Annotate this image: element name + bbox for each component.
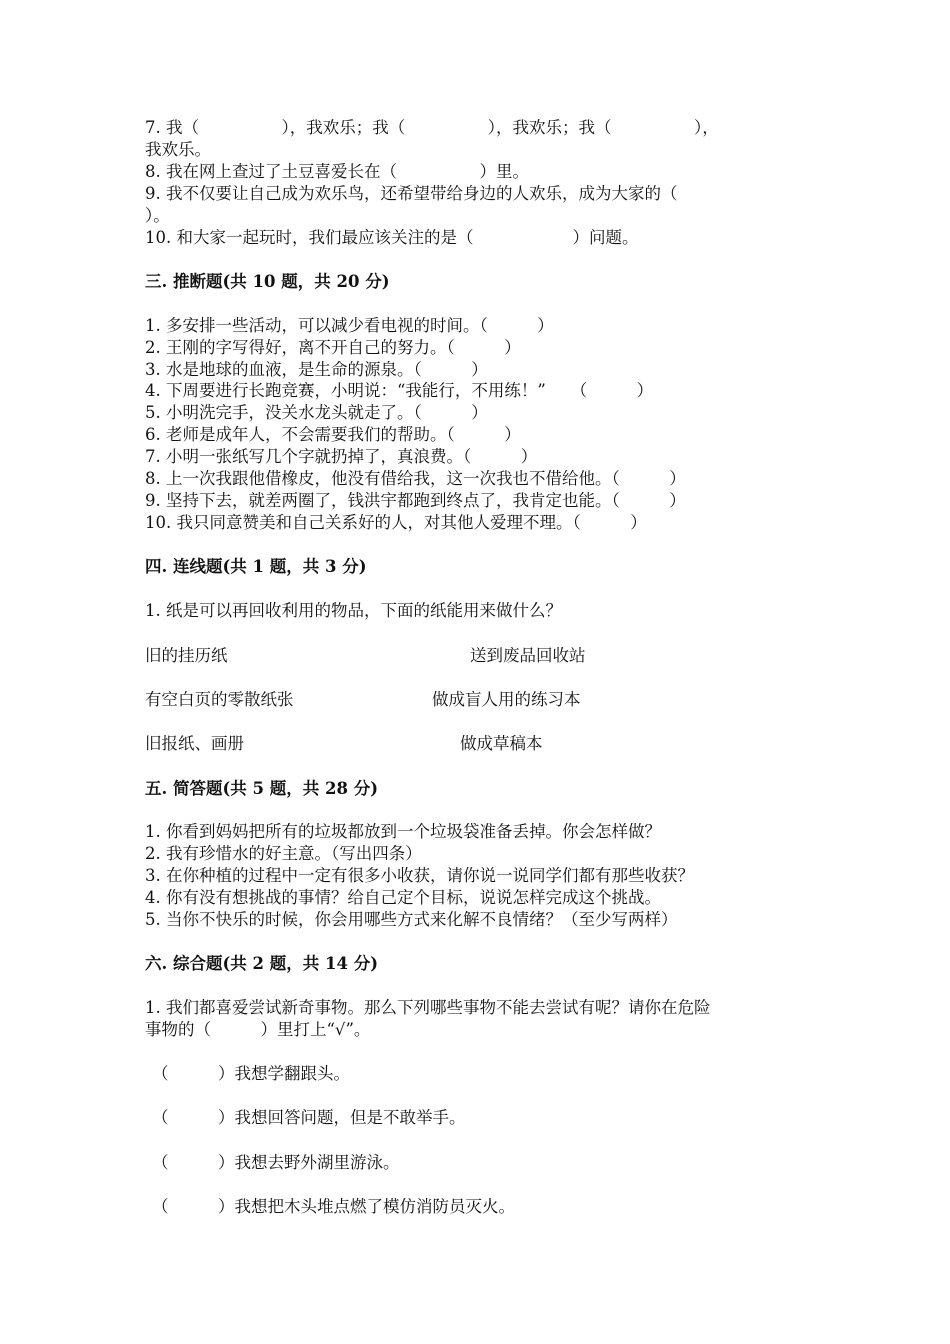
- fill-question-10: 10. 和大家一起玩时，我们最应该关注的是（ ）问题。: [145, 228, 639, 247]
- judge-question-7: 7. 小明一张纸写几个字就扔掉了，真浪费。（ ）: [145, 447, 538, 466]
- match-right-item-3: 做成草稿本: [460, 734, 543, 753]
- section-6-heading: 六. 综合题(共 2 题，共 14 分): [145, 954, 379, 973]
- judge-question-1: 1. 多安排一些活动，可以减少看电视的时间。（ ）: [145, 316, 554, 335]
- short-question-3: 3. 在你种植的过程中一定有很多小收获，请你说一说同学们都有那些收获？: [145, 866, 694, 885]
- match-right-item-2: 做成盲人用的练习本: [432, 690, 581, 709]
- short-question-5: 5. 当你不快乐的时候，你会用哪些方式来化解不良情绪？（至少写两样）: [145, 910, 678, 929]
- short-question-4: 4. 你有没有想挑战的事情？给自己定个目标，说说怎样完成这个挑战。: [145, 888, 661, 907]
- judge-question-9: 9. 坚持下去，就差两圈了，钱洪宇都跑到终点了，我肯定也能。（ ）: [145, 491, 686, 510]
- judge-question-5: 5. 小明洗完手，没关水龙头就走了。（ ）: [145, 403, 488, 422]
- match-left-item-2: 有空白页的零散纸张: [145, 690, 294, 709]
- fill-question-7-line1: 7. 我（ ），我欢乐；我（ ），我欢乐；我（ ），: [145, 118, 719, 137]
- judge-question-3: 3. 水是地球的血液，是生命的源泉。（ ）: [145, 360, 488, 379]
- fill-question-9-line1: 9. 我不仅要让自己成为欢乐鸟，还希望带给身边的人欢乐，成为大家的（: [145, 184, 678, 203]
- combo-option-2: （ ）我想回答问题，但是不敢举手。: [152, 1108, 466, 1127]
- judge-question-4: 4. 下周要进行长跑竞赛，小明说：“我能行，不用练！” （ ）: [145, 381, 654, 400]
- section-3-heading: 三. 推断题(共 10 题，共 20 分): [145, 272, 390, 291]
- judge-question-6: 6. 老师是成年人，不会需要我们的帮助。（ ）: [145, 425, 521, 444]
- combo-question-1-line2: 事物的（ ）里打上“√”。: [145, 1020, 371, 1039]
- fill-question-7-line2: 我欢乐。: [145, 140, 211, 159]
- judge-question-8: 8. 上一次我跟他借橡皮，他没有借给我，这一次我也不借给他。（ ）: [145, 469, 686, 488]
- short-question-2: 2. 我有珍惜水的好主意。（写出四条）: [145, 844, 422, 863]
- short-question-1: 1. 你看到妈妈把所有的垃圾都放到一个垃圾袋准备丢掉。你会怎样做？: [145, 822, 661, 841]
- match-right-item-1: 送到废品回收站: [470, 646, 586, 665]
- fill-question-9-line2: ）。: [145, 206, 170, 225]
- match-question-1: 1. 纸是可以再回收利用的物品，下面的纸能用来做什么？: [145, 601, 562, 620]
- section-4-heading: 四. 连线题(共 1 题，共 3 分): [145, 557, 367, 576]
- match-left-item-1: 旧的挂历纸: [145, 646, 228, 665]
- combo-option-1: （ ）我想学翻跟头。: [152, 1064, 350, 1083]
- combo-option-3: （ ）我想去野外湖里游泳。: [152, 1153, 400, 1172]
- section-5-heading: 五. 简答题(共 5 题，共 28 分): [145, 779, 379, 798]
- combo-question-1-line1: 1. 我们都喜爱尝试新奇事物。那么下列哪些事物不能去尝试有呢？请你在危险: [145, 998, 711, 1017]
- judge-question-2: 2. 王刚的字写得好，离不开自己的努力。（ ）: [145, 338, 521, 357]
- judge-question-10: 10. 我只同意赞美和自己关系好的人，对其他人爱理不理。（ ）: [145, 513, 647, 532]
- fill-question-8: 8. 我在网上查过了土豆喜爱长在（ ）里。: [145, 162, 529, 181]
- match-left-item-3: 旧报纸、画册: [145, 734, 244, 753]
- combo-option-4: （ ）我想把木头堆点燃了模仿消防员灭火。: [152, 1197, 515, 1216]
